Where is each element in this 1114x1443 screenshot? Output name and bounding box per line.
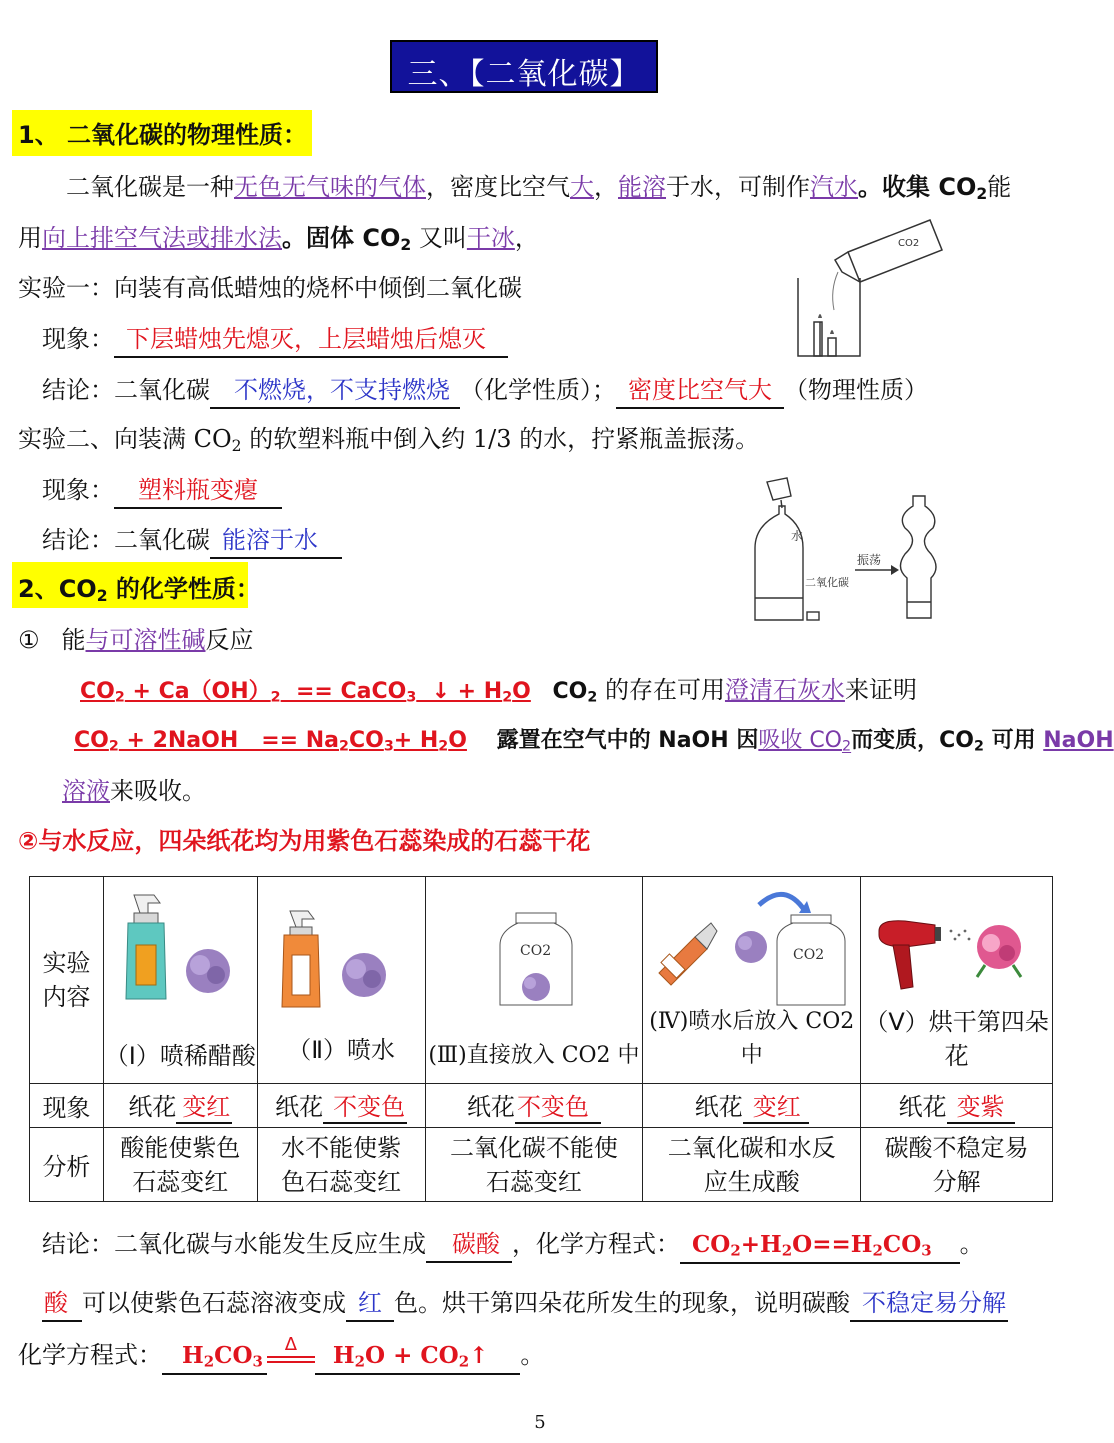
- subscript: 2: [973, 738, 984, 755]
- conclusion-line-3: [18, 1334, 545, 1375]
- text: 而变质，CO: [851, 728, 974, 753]
- text: 反应: [205, 626, 254, 654]
- spray-bottle-flower-icon: [120, 891, 250, 1001]
- subscript: 2: [96, 586, 108, 605]
- answer-fill: 变紫: [947, 1087, 1015, 1124]
- equation-2-cont: [62, 774, 206, 808]
- experiment1-title: 实验一：向装有高低蜡烛的烧杯中倾倒二氧化碳: [18, 274, 522, 302]
- text: 实验二、向装满 CO: [18, 425, 232, 453]
- text: 来证明: [844, 676, 917, 704]
- section1-heading: 1、 二氧化碳的物理性质：: [18, 121, 308, 149]
- answer-fill: 酸: [42, 1286, 82, 1322]
- spray-then-jar-icon: [655, 883, 855, 1007]
- text: 可用: [983, 728, 1044, 753]
- text: 2、CO: [18, 575, 97, 603]
- analysis-text: 二氧化碳和水反应生成酸: [667, 1133, 836, 1196]
- text: 的软塑料瓶中倒入约 1/3 的水，拧紧瓶盖振荡。: [241, 425, 760, 453]
- subscript: 2: [587, 689, 598, 706]
- caption: (Ⅲ)直接放入 CO2 中: [428, 1043, 640, 1068]
- section1-para2: [18, 221, 539, 255]
- fig2-water-label: 水: [791, 529, 804, 543]
- subscript: 2: [842, 738, 852, 755]
- text: 纸花: [694, 1093, 743, 1121]
- answer-fill: 变红: [176, 1087, 232, 1124]
- text: 用: [18, 224, 42, 252]
- text: 又叫: [411, 224, 467, 252]
- label: 结论：二氧化碳: [42, 526, 210, 554]
- row-label-text: 实验内容: [42, 949, 91, 1011]
- table-cell: [861, 1128, 1053, 1202]
- answer: 无色无气味的气体: [234, 173, 426, 201]
- text: 纸花: [466, 1093, 515, 1121]
- text: 能: [987, 173, 1012, 201]
- answer-fill: 不燃烧，不支持燃烧: [210, 373, 460, 409]
- answer-fill: 不变色: [323, 1087, 407, 1124]
- caption: （Ⅴ）烘干第四朵花: [864, 1008, 1049, 1070]
- experiment2-phenomenon: [42, 473, 282, 509]
- text: 纸花: [275, 1093, 324, 1121]
- table-row: [30, 877, 1053, 1084]
- spray-bottle-flower-icon: [278, 909, 408, 1009]
- text: 。固体 CO: [282, 224, 401, 252]
- subscript: 2: [976, 184, 988, 203]
- table-cell: [643, 1128, 861, 1202]
- analysis-text: 碳酸不稳定易分解: [884, 1133, 1029, 1196]
- text: 纸花: [128, 1093, 177, 1121]
- subscript: 2: [231, 436, 242, 455]
- decomp-products: $H_2O$ + $CO_2↑$: [315, 1339, 521, 1375]
- text: 二氧化碳是一种: [66, 173, 234, 201]
- delta-symbol: Δ: [284, 1334, 298, 1355]
- text: 可以使紫色石蕊溶液变成: [82, 1289, 346, 1317]
- conclusion-line-1: [42, 1227, 984, 1264]
- section1-para1: [66, 170, 1011, 204]
- text: 的化学性质：: [107, 575, 260, 603]
- fig1-co2-label: CO2: [898, 238, 920, 249]
- label: 结论：二氧化碳: [42, 376, 210, 404]
- experiment-table: [29, 876, 1053, 1202]
- answer-fill: 不稳定易分解: [850, 1286, 1008, 1322]
- beaker-candles-figure: [790, 210, 950, 360]
- table-cell: [425, 1128, 643, 1202]
- analysis-text: 二氧化碳不能使石蕊变红: [449, 1133, 618, 1196]
- experiment2-title: [18, 422, 759, 456]
- text: CO: [552, 679, 588, 704]
- table-cell: [425, 1084, 643, 1128]
- item-number: ①: [18, 626, 40, 654]
- answer-fill: 下层蜡烛先熄灭，上层蜡烛后熄灭: [114, 322, 508, 358]
- caption: （Ⅱ）喷水: [287, 1036, 396, 1064]
- conclusion-line-2: [42, 1286, 1008, 1322]
- text: ，: [514, 224, 539, 252]
- text: 结论：二氧化碳与水能发生反应生成: [42, 1230, 426, 1258]
- answer: 吸收 CO: [758, 728, 842, 753]
- chem-item-2: ②与水反应，四朵纸花均为用紫色石蕊染成的石蕊干花: [18, 827, 591, 855]
- jar-co2-label: CO2: [519, 943, 551, 959]
- plastic-bottle-figure: [745, 478, 950, 628]
- caption: （Ⅰ）喷稀醋酸: [104, 1042, 256, 1070]
- delta-arrow: [267, 1334, 315, 1363]
- answer: 大: [570, 173, 594, 201]
- answer: 溶液: [62, 777, 110, 805]
- text: （化学性质）；: [460, 376, 616, 404]
- answer: NaOH: [1043, 728, 1114, 753]
- text: 。: [520, 1341, 545, 1369]
- table-row: [30, 1084, 1053, 1128]
- section2-heading: [18, 572, 260, 606]
- fig2-co2-label: 二氧化碳: [805, 576, 849, 589]
- answer: 汽水: [810, 173, 858, 201]
- table-cell: [861, 1084, 1053, 1128]
- row-label: 现象: [30, 1084, 104, 1128]
- conclusion-equation: $CO_2+H_2O==H_2CO_3$: [680, 1228, 960, 1264]
- text: 来吸收。: [110, 777, 206, 805]
- text: ，: [594, 173, 618, 201]
- text: 的存在可用: [597, 676, 725, 704]
- experiment2-conclusion: [42, 523, 342, 559]
- row-label: [30, 877, 104, 1084]
- text: ，化学方程式：: [512, 1230, 680, 1258]
- text: 露置在空气中的 NaOH 因: [496, 728, 759, 753]
- answer-fill: 密度比空气大: [616, 373, 784, 409]
- text: 能: [61, 626, 86, 654]
- hair-dryer-flower-icon: [875, 917, 1045, 993]
- table-cell: [103, 877, 257, 1084]
- table-row: [30, 1128, 1053, 1202]
- subscript: 2: [400, 235, 412, 254]
- analysis-text: 水不能使紫色石蕊变红: [281, 1133, 402, 1196]
- table-cell: [257, 1084, 425, 1128]
- equation-2-formula: $CO_2$ + 2NaOH == $Na_2CO_3+ H_2O$: [74, 728, 467, 755]
- analysis-text: 酸能使紫色石蕊变红: [120, 1133, 241, 1196]
- answer: 能溶: [618, 173, 666, 201]
- table-cell: [425, 877, 643, 1084]
- table-cell: [257, 877, 425, 1084]
- text: 。: [959, 1230, 984, 1258]
- caption: (Ⅳ)喷水后放入 CO2 中: [649, 1009, 855, 1068]
- answer-fill: 塑料瓶变瘪: [114, 473, 282, 509]
- fig2-shake-label: 振荡: [857, 553, 882, 567]
- equation-1: [80, 673, 917, 709]
- answer-fill: 碳酸: [426, 1227, 512, 1263]
- answer-fill: 变红: [743, 1087, 809, 1124]
- table-cell: [103, 1084, 257, 1128]
- answer-fill: 红: [346, 1286, 394, 1322]
- text: 化学方程式：: [18, 1341, 162, 1369]
- decomp-reactant: $H_2CO_3$: [162, 1339, 267, 1375]
- row-label: 分析: [30, 1128, 104, 1202]
- text: ，密度比空气: [426, 173, 570, 201]
- label: 现象：: [42, 476, 114, 504]
- equation-2: [74, 724, 1114, 758]
- table-cell: [643, 877, 861, 1084]
- chem-item-1: [18, 623, 254, 657]
- text: （物理性质）: [784, 376, 928, 404]
- text: 纸花: [898, 1093, 947, 1121]
- label: 现象：: [42, 325, 114, 353]
- answer-fill: 能溶于水: [210, 523, 342, 559]
- text: 于水，可制作: [666, 173, 810, 201]
- table-cell: [861, 877, 1053, 1084]
- experiment1-conclusion: [42, 373, 928, 409]
- answer: 干冰: [466, 224, 515, 252]
- text: 色。烘干第四朵花所发生的现象，说明碳酸: [394, 1289, 850, 1317]
- answer-fill: 不变色: [515, 1087, 601, 1124]
- table-cell: [257, 1128, 425, 1202]
- table-cell: [103, 1128, 257, 1202]
- experiment1-phenomenon: [42, 322, 508, 358]
- equation-1-formula: $CO_2 + Ca(OH)_2$ == CaCO$_3$ ↓ + $H_2O$: [80, 679, 531, 706]
- text: 。收集 CO: [858, 173, 977, 201]
- answer: 与可溶性碱: [85, 626, 206, 654]
- jar-with-flower-icon: [496, 911, 576, 1007]
- page-number: 5: [534, 1412, 546, 1433]
- jar-co2-label: CO2: [793, 947, 825, 963]
- answer: 向上排空气法或排水法: [42, 224, 282, 252]
- page-title: 三、【二氧化碳】: [407, 57, 641, 92]
- title-box: [390, 40, 658, 93]
- table-cell: [643, 1084, 861, 1128]
- answer: 澄清石灰水: [724, 676, 845, 704]
